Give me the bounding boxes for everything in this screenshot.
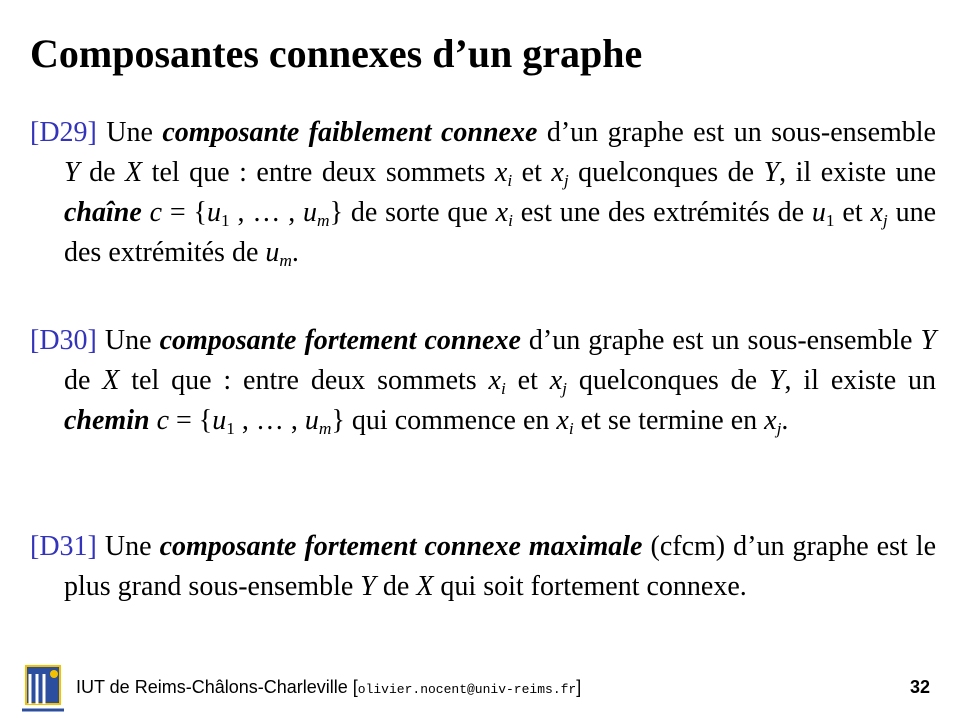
text: tel que : entre deux sommets — [119, 365, 489, 396]
defined-term: composante faiblement connexe — [162, 117, 538, 148]
subscript: j — [563, 171, 569, 191]
text: et — [834, 197, 871, 228]
text: et — [512, 157, 552, 188]
footer-bracket: ] — [576, 677, 582, 697]
var-y: Y — [360, 571, 376, 602]
text: (cfcm) d’un graphe est le plus grand sous-ensemble — [64, 531, 937, 602]
text: quelconques de — [568, 157, 764, 188]
var-x: x — [764, 405, 777, 436]
text: Une — [96, 325, 160, 356]
subscript: i — [507, 171, 513, 191]
text: d’un graphe est un sous-ensemble — [537, 117, 936, 148]
defined-term: composante fortement connexe — [159, 325, 521, 356]
var-u: u — [811, 197, 826, 228]
var-x: x — [556, 405, 569, 436]
page-number: 32 — [909, 677, 930, 697]
definition-d30 — [30, 321, 936, 441]
subscript: j — [776, 419, 782, 439]
var-x-set: X — [125, 157, 143, 188]
text: = { — [169, 405, 213, 436]
var-y: Y — [920, 325, 937, 356]
var-u: u — [303, 197, 318, 228]
text: . — [291, 237, 299, 268]
subscript: 1 — [226, 419, 235, 439]
var-x: x — [488, 365, 501, 396]
text: de — [375, 571, 417, 602]
defined-term: chemin — [64, 405, 150, 436]
subscript: 1 — [825, 211, 835, 231]
text: une des extrémités de — [64, 197, 937, 268]
var-u: u — [265, 237, 280, 268]
var-x: x — [549, 365, 563, 396]
var-y: Y — [64, 157, 80, 188]
subscript: j — [882, 211, 888, 231]
var-x: x — [870, 197, 883, 228]
subscript: j — [562, 379, 567, 399]
var-u: u — [206, 197, 221, 228]
var-x: x — [495, 197, 509, 228]
subscript: m — [279, 251, 292, 271]
defined-term: chaîne — [64, 197, 142, 228]
text: est une des extrémités de — [512, 197, 812, 228]
definition-d31 — [30, 527, 936, 607]
definition-tag: [D29] — [30, 117, 97, 148]
text: , il existe une — [779, 157, 937, 188]
text: Une — [96, 531, 160, 562]
var-y: Y — [763, 157, 780, 188]
text: qui soit fortement connexe. — [433, 571, 747, 602]
text: de — [64, 365, 103, 396]
subscript: m — [318, 419, 332, 439]
text: } de sorte que — [329, 197, 496, 228]
subscript: 1 — [220, 211, 230, 231]
text: , il existe un — [784, 365, 936, 396]
var-u: u — [212, 405, 227, 436]
text: = { — [162, 197, 207, 228]
var-x: x — [494, 157, 508, 188]
footer-email: olivier.nocent@univ-reims.fr — [357, 682, 577, 697]
var-x-set: X — [102, 365, 120, 396]
text: , … , — [234, 405, 305, 436]
subscript: i — [568, 419, 574, 439]
var-x-set: X — [416, 571, 434, 602]
slide-title: Composantes connexes d’un graphe — [30, 31, 643, 76]
subscript: m — [317, 211, 330, 231]
footer — [76, 676, 581, 701]
var-x: x — [551, 157, 564, 188]
text: Une — [96, 117, 163, 148]
text: . — [781, 405, 789, 436]
iut-logo-icon — [20, 660, 66, 714]
footer-institution: IUT de Reims-Châlons-Charleville — [76, 677, 348, 697]
text: et — [505, 365, 550, 396]
defined-term: composante fortement connexe maximale — [159, 531, 643, 562]
text: quelconques de — [567, 365, 769, 396]
var-c: c — [149, 197, 163, 228]
footer-bracket: [ — [347, 677, 358, 697]
var-y: Y — [768, 365, 785, 396]
text: , … , — [229, 197, 304, 228]
text: et se termine en — [573, 405, 765, 436]
text: de — [79, 157, 126, 188]
text: d’un graphe est un sous-ensemble — [520, 325, 921, 356]
definition-tag: [D31] — [30, 531, 97, 562]
subscript: i — [500, 379, 506, 399]
definition-tag: [D30] — [30, 325, 97, 356]
definition-d29 — [30, 113, 936, 273]
var-c: c — [156, 405, 169, 436]
text: tel que : entre deux sommets — [142, 157, 495, 188]
text: } qui commence en — [331, 405, 557, 436]
var-u: u — [304, 405, 319, 436]
subscript: i — [508, 211, 513, 231]
